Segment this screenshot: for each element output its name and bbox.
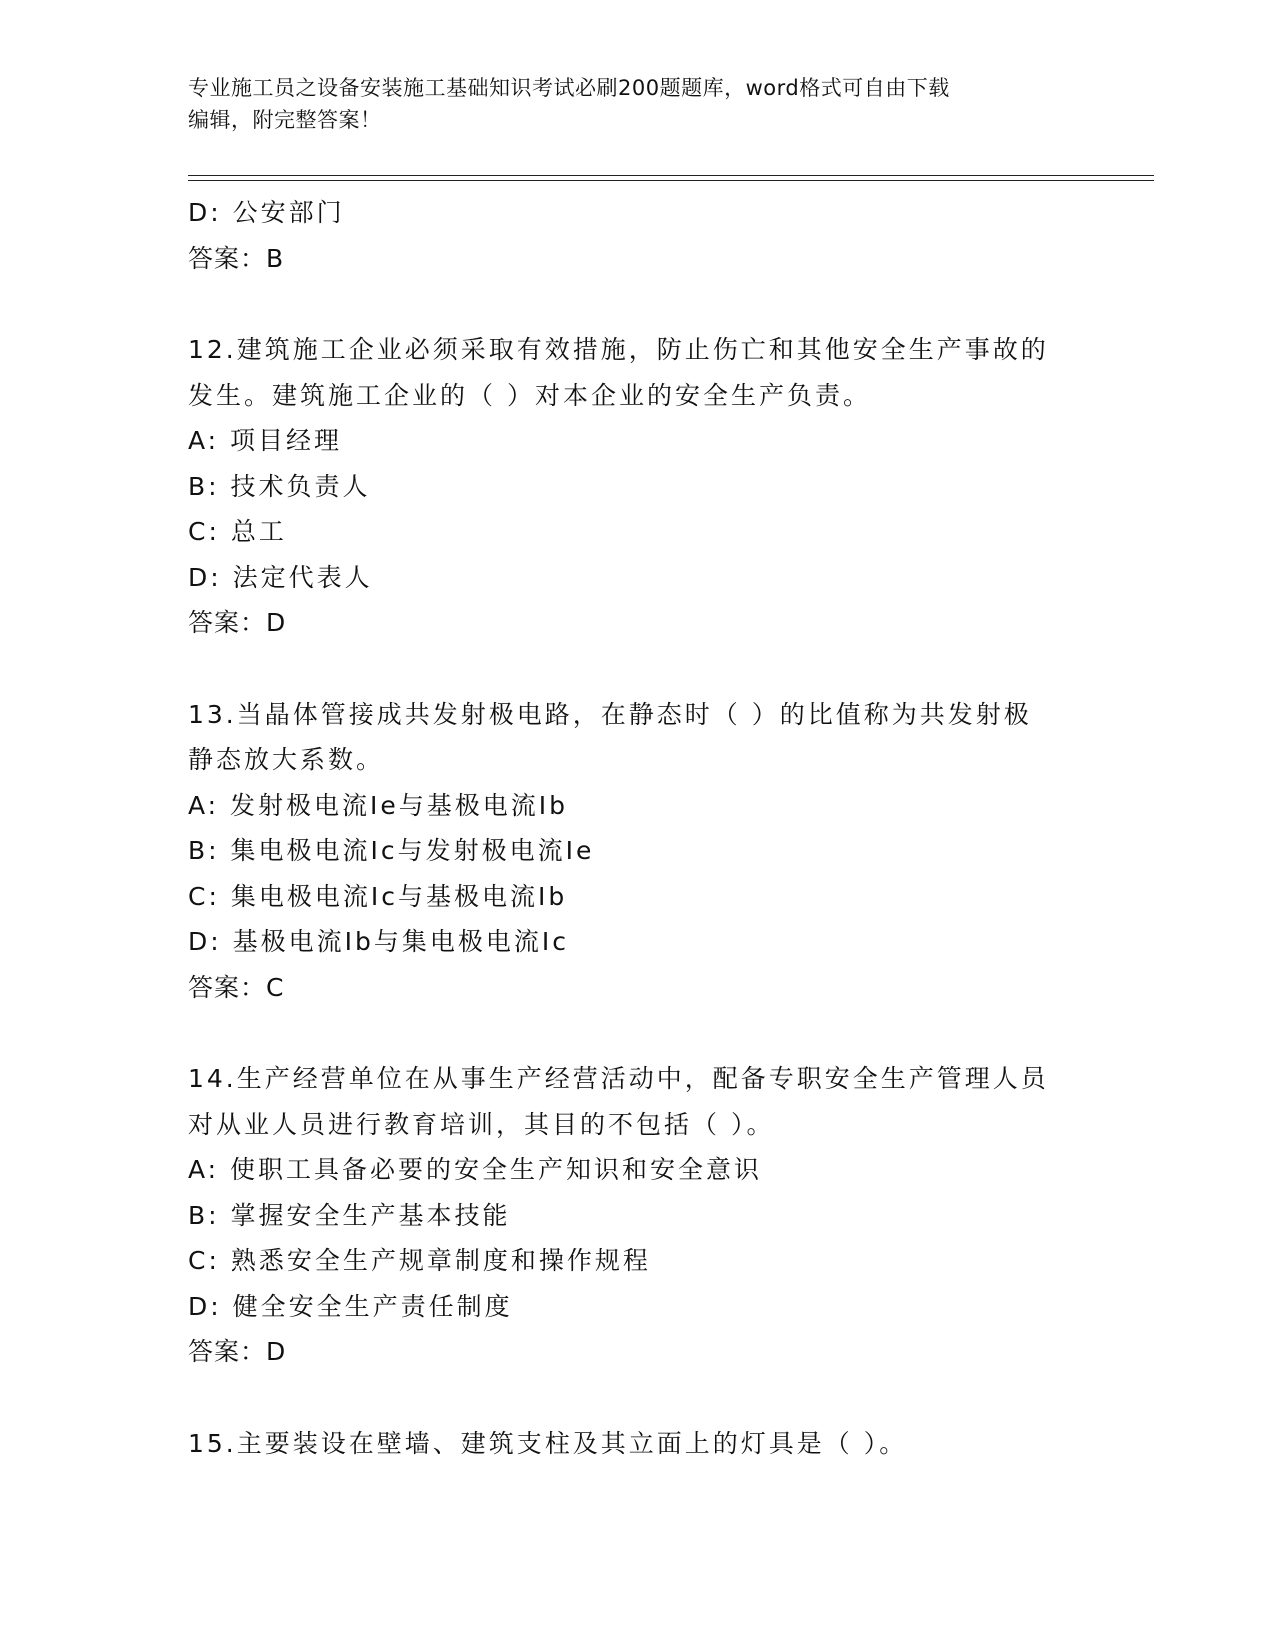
- option-c: C: 总工: [188, 517, 287, 546]
- spacer: [188, 1010, 1088, 1056]
- header-title-line-1: 专业施工员之设备安装施工基础知识考试必刷200题题库，word格式可自由下载: [188, 76, 950, 100]
- question-stem-line-1: 14.生产经营单位在从事生产经营活动中，配备专职安全生产管理人员: [188, 1064, 1049, 1093]
- question-stem-line-2: 对从业人员进行教育培训，其目的不包括（ ）。: [188, 1109, 775, 1139]
- option-d: D: 法定代表人: [188, 562, 373, 592]
- question-list: [188, 190, 1088, 1466]
- document-header: [188, 72, 1078, 136]
- spacer: [188, 646, 1088, 692]
- option-d: D: 健全安全生产责任制度: [188, 1291, 513, 1321]
- option-b: B: 掌握安全生产基本技能: [188, 1200, 511, 1230]
- answer: 答案：D: [188, 1337, 287, 1366]
- header-title-line-2: 编辑，附完整答案！: [188, 108, 382, 132]
- option-c: C: 集电极电流Ic与基极电流Ib: [188, 881, 568, 911]
- answer: 答案：D: [188, 608, 287, 637]
- option-d: D: 基极电流Ib与集电极电流Ic: [188, 927, 569, 956]
- question-stem-line-1: 13.当晶体管接成共发射极电路，在静态时（ ）的比值称为共发射极: [188, 699, 1032, 729]
- option-a: A: 发射极电流Ie与基极电流Ib: [188, 790, 569, 820]
- option-b: B: 技术负责人: [188, 471, 371, 501]
- question-stem-line-1: 15.主要装设在壁墙、建筑支柱及其立面上的灯具是（ ）。: [188, 1428, 908, 1458]
- header-divider-top: [188, 175, 1154, 176]
- spacer: [188, 281, 1088, 327]
- answer: 答案：C: [188, 972, 285, 1002]
- option-b: B: 集电极电流Ic与发射极电流Ie: [188, 836, 595, 865]
- question-15: [188, 1421, 1088, 1467]
- question-stem-line-2: 发生。建筑施工企业的（ ）对本企业的安全生产负责。: [188, 380, 871, 410]
- question-stem-line-1: 12.建筑施工企业必须采取有效措施，防止伤亡和其他安全生产事故的: [188, 335, 1049, 364]
- question-stem-line-2: 静态放大系数。: [188, 745, 385, 774]
- option-d: D: 公安部门: [188, 198, 345, 227]
- spacer: [188, 1375, 1088, 1421]
- answer: 答案：B: [188, 243, 285, 273]
- question-12: [188, 327, 1088, 646]
- question-14: [188, 1056, 1088, 1375]
- option-a: A: 使职工具备必要的安全生产知识和安全意识: [188, 1155, 763, 1184]
- option-a: A: 项目经理: [188, 426, 343, 455]
- question-13: [188, 692, 1088, 1011]
- option-c: C: 熟悉安全生产规章制度和操作规程: [188, 1246, 651, 1275]
- header-divider-bottom: [188, 180, 1154, 181]
- question-11-tail: [188, 190, 1088, 281]
